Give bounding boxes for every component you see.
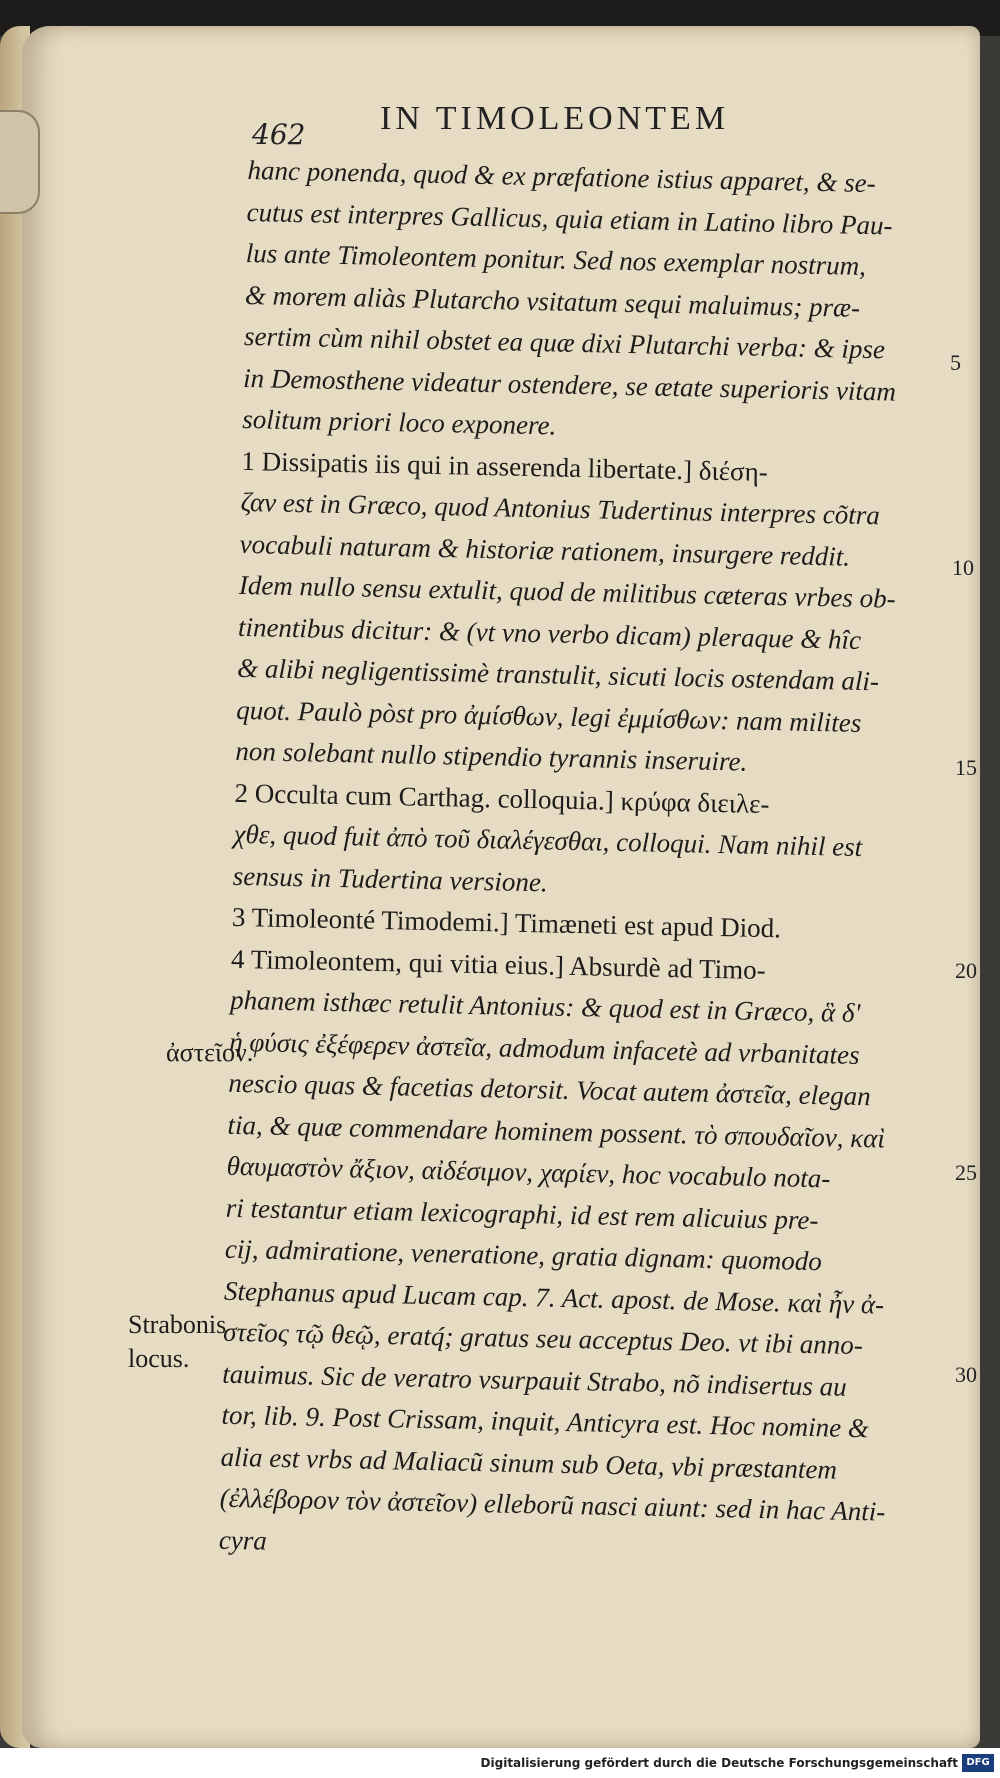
text-line: lus ante Timoleontem ponitur. Sed nos exemplar nostrum, <box>245 237 867 281</box>
running-head: IN TIMOLEONTEM <box>380 100 730 137</box>
text-line: Stephanus apud Lucam cap. 7. Act. apost. de Mose. καὶ ἦν ἀ- <box>223 1275 885 1320</box>
text-line: sensus in Tudertina versione. <box>232 860 549 897</box>
text-line: cutus est interpres Gallicus, quia etiam in Latino libro Pau- <box>246 196 893 241</box>
text-line: sertim cùm nihil obstet ea quæ dixi Plutarchi verba: & ipse <box>243 320 886 365</box>
margin-note-locus: locus. <box>128 1344 190 1373</box>
line-number-5: 5 <box>950 350 961 375</box>
main-text-block <box>218 150 947 1575</box>
margin-note-strabonis: Strabonis <box>128 1310 227 1339</box>
margin-note-asteion: ἀστεῖον. <box>166 1038 254 1067</box>
text-line: cij, admiratione, veneratione, gratia dignam: quomodo <box>224 1233 823 1277</box>
text-line: quot. Paulò pòst pro ἀμίσθων, legi ἐμμίσθων: nam milites <box>235 694 862 738</box>
text-line: & alibi negligentissimè transtulit, sicuti locis ostendam ali- <box>236 652 880 697</box>
line-number-10: 10 <box>952 555 974 580</box>
text-line: hanc ponenda, quod & ex præfatione istius apparet, & se- <box>247 154 876 199</box>
footer-credit: Digitalisierung gefördert durch die Deutsche Forschungsgemeinschaft <box>480 1756 958 1770</box>
dfg-logo: DFG <box>962 1754 994 1772</box>
text-line: χθε, quod fuit ἀπὸ τοῦ διαλέγεσθαι, colloqui. Nam nihil est <box>233 818 863 863</box>
text-line: phanem isthæc retulit Antonius: & quod est in Græco, ἃ δ' <box>229 984 861 1029</box>
text-line: στεῖος τῷ θεῷ, eratq́; gratus seu acceptus Deo. vt ibi anno- <box>222 1316 864 1361</box>
text-line: non solebant nullo stipendio tyrannis inseruire. <box>235 735 748 777</box>
text-line: tauimus. Sic de veratro vsurpauit Strabo, nõ indisertus au <box>222 1358 848 1402</box>
text-line: 2 Occulta cum Carthag. colloquia.] κρύφα διειλε- <box>234 777 770 819</box>
text-line: ζαν est in Græco, quod Antonius Tudertinus interpres cõtra <box>240 486 881 531</box>
page-number: 462 <box>252 118 306 151</box>
text-line: nescio quas & facetias detorsit. Vocat autem ἀστεῖα, elegan <box>228 1067 872 1112</box>
line-number-20: 20 <box>955 958 977 983</box>
text-line: Idem nullo sensu extulit, quod de militibus cæteras vrbes ob- <box>238 569 896 614</box>
line-number-15: 15 <box>955 755 977 780</box>
text-line: cyra <box>218 1524 268 1556</box>
text-line: solitum priori loco exponere. <box>242 403 557 441</box>
text-line: ri testantur etiam lexicographi, id est rem alicuius pre- <box>225 1192 819 1235</box>
text-line: ἡ φύσις ἐξέφερεν ἀστεῖα, admodum infacetè ad vrbanitates <box>229 1026 860 1070</box>
text-line: tinentibus dicitur: & (vt vno verbo dicam) pleraque & hîc <box>237 611 862 655</box>
text-line: θαυμαστὸν ἄξιον, αἰδέσιμον, χαρίεν, hoc vocabulo nota- <box>226 1150 831 1194</box>
text-line: vocabuli naturam & historiæ rationem, insurgere reddit. <box>239 528 851 572</box>
text-line: (ἐλλέβορον τὸν ἀστεῖον) elleborũ nasci aiunt: sed in hac Anti- <box>219 1482 886 1527</box>
text-line: tia, & quæ commendare hominem possent. τὸ σπουδαῖον, καὶ <box>227 1109 886 1154</box>
text-line: 3 Timoleonté Timodemi.] Timæneti est apud Diod. <box>231 901 782 944</box>
text-line: 4 Timoleontem, qui vitia eius.] Absurdè ad Timo- <box>230 943 767 985</box>
page-clip <box>0 110 40 214</box>
text-line: alia est vrbs ad Maliacũ sinum sub Oeta, vbi præstantem <box>220 1441 838 1485</box>
line-number-30: 30 <box>955 1362 977 1387</box>
text-line: 1 Dissipatis iis qui in asserenda libertate.] διέση- <box>241 445 769 487</box>
text-line: tor, lib. 9. Post Crissam, inquit, Anticyra est. Hoc nomine & <box>221 1399 870 1444</box>
text-line: & morem aliàs Plutarcho vsitatum sequi maluimus; præ- <box>244 279 861 323</box>
line-number-25: 25 <box>955 1160 977 1185</box>
text-line: in Demosthene videatur ostendere, se ætate superioris vitam <box>242 362 897 407</box>
